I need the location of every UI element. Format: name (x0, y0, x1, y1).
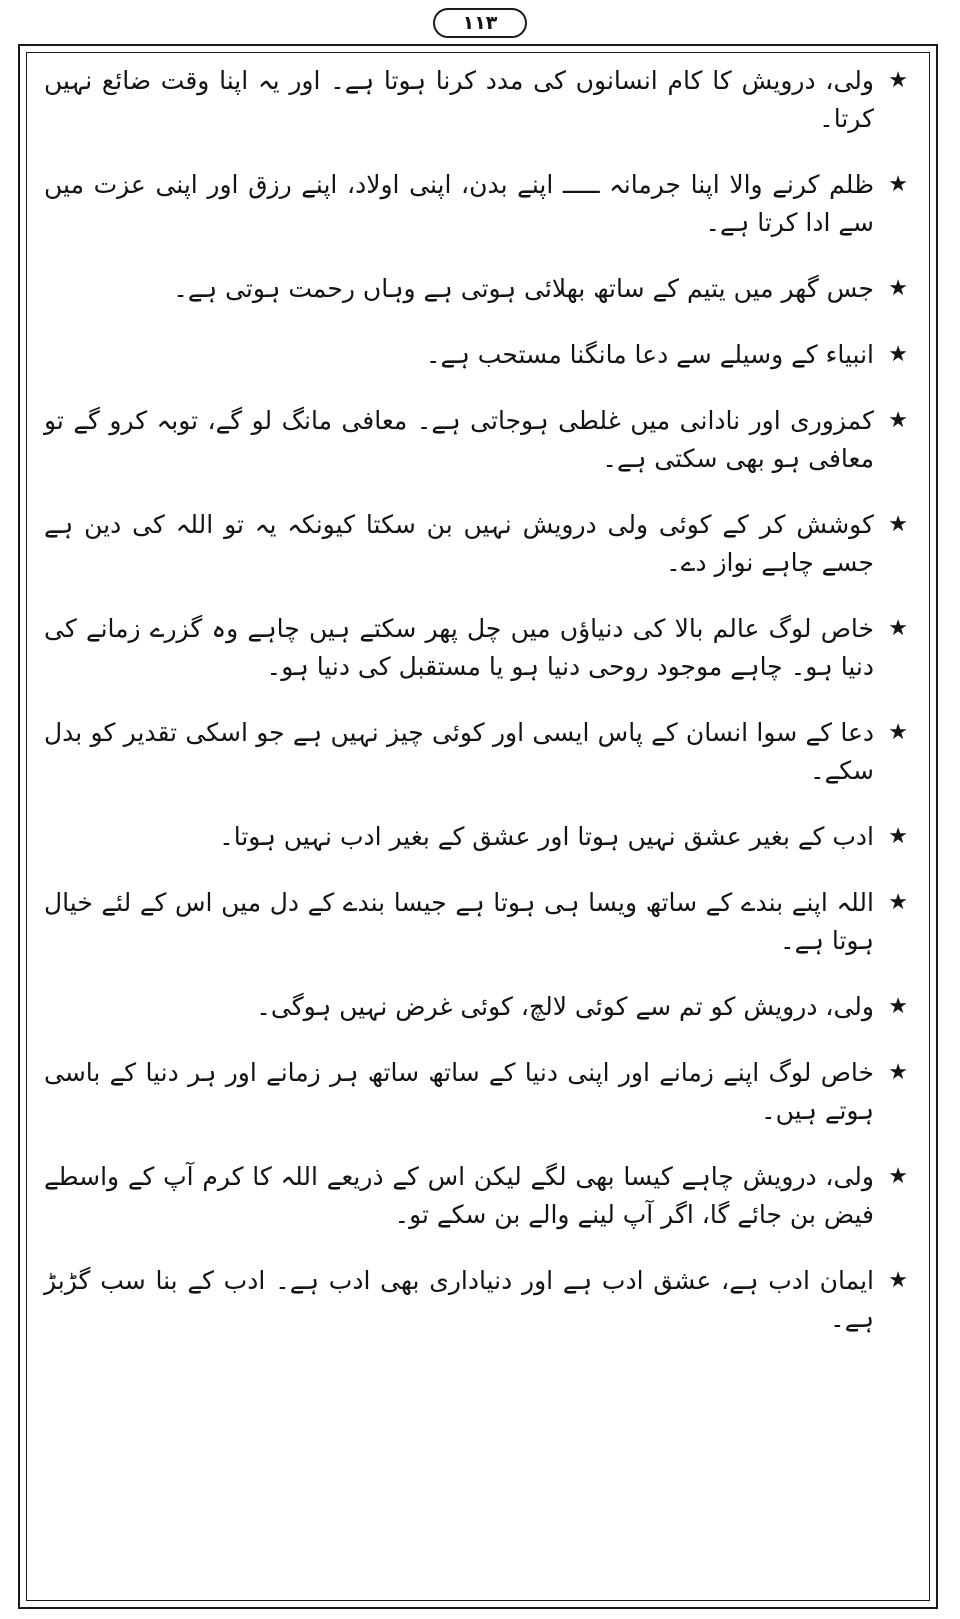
page-number-area (0, 8, 960, 44)
star-bullet-icon: ★ (888, 1060, 908, 1085)
star-bullet-icon: ★ (888, 342, 908, 367)
saying-text: کوشش کر کے کوئی ولی درویش نہیں بن سکتا کیونکہ یہ تو اللہ کی دین ہے جسے چاہے نواز دے۔ (44, 510, 874, 577)
saying-3 (44, 270, 908, 308)
saying-9 (44, 818, 908, 856)
saying-text: کمزوری اور نادانی میں غلطی ہوجاتی ہے۔ معافی مانگ لو گے، توبہ کرو گے تو معافی ہو بھی سکتی ہے۔ (44, 406, 874, 473)
saying-10 (44, 884, 908, 960)
saying-text: جس گھر میں یتیم کے ساتھ بھلائی ہوتی ہے وہاں رحمت ہوتی ہے۔ (173, 274, 874, 303)
star-bullet-icon: ★ (888, 890, 908, 915)
saying-text: اللہ اپنے بندے کے ساتھ ویسا ہی ہوتا ہے جیسا بندے کے دل میں اس کے لئے خیال ہوتا ہے۔ (44, 888, 874, 955)
star-bullet-icon: ★ (888, 824, 908, 849)
star-bullet-icon: ★ (888, 720, 908, 745)
saying-text: ایمان ادب ہے، عشق ادب ہے اور دنیاداری بھی ادب ہے۔ ادب کے بنا سب گڑبڑ ہے۔ (44, 1266, 874, 1333)
sayings-list (44, 62, 908, 1338)
saying-5 (44, 402, 908, 478)
saying-text: ولی، درویش چاہے کیسا بھی لگے لیکن اس کے ذریعے اللہ کا کرم آپ کے واسطے فیض بن جائے گا، اگر آپ لینے والے بن سکے تو۔ (44, 1162, 874, 1229)
saying-text: ولی، درویش کو تم سے کوئی لالچ، کوئی غرض نہیں ہوگی۔ (256, 992, 874, 1021)
star-bullet-icon: ★ (888, 1164, 908, 1189)
saying-text: ادب کے بغیر عشق نہیں ہوتا اور عشق کے بغیر ادب نہیں ہوتا۔ (219, 822, 874, 851)
saying-text: دعا کے سوا انسان کے پاس ایسی اور کوئی چیز نہیں ہے جو اسکی تقدیر کو بدل سکے۔ (44, 718, 874, 785)
star-bullet-icon: ★ (888, 172, 908, 197)
saying-4 (44, 336, 908, 374)
page-border (18, 44, 938, 1609)
saying-text: ولی، درویش کا کام انسانوں کی مدد کرنا ہوتا ہے۔ اور یہ اپنا وقت ضائع نہیں کرتا۔ (44, 66, 874, 133)
star-bullet-icon: ★ (888, 994, 908, 1019)
saying-1 (44, 62, 908, 138)
saying-14 (44, 1262, 908, 1338)
saying-2 (44, 166, 908, 242)
star-bullet-icon: ★ (888, 512, 908, 537)
star-bullet-icon: ★ (888, 276, 908, 301)
saying-11 (44, 988, 908, 1026)
saying-text: ظلم کرنے والا اپنا جرمانہ ـــــ اپنے بدن، اپنی اولاد، اپنے رزق اور اپنی عزت میں سے ادا کرتا ہے۔ (44, 170, 874, 237)
star-bullet-icon: ★ (888, 616, 908, 641)
saying-text: انبیاء کے وسیلے سے دعا مانگنا مستحب ہے۔ (425, 340, 874, 369)
star-bullet-icon: ★ (888, 408, 908, 433)
saying-6 (44, 506, 908, 582)
saying-13 (44, 1158, 908, 1234)
saying-7 (44, 610, 908, 686)
saying-text: خاص لوگ اپنے زمانے اور اپنی دنیا کے ساتھ ساتھ ہر زمانے اور ہر دنیا کے باسی ہوتے ہیں۔ (44, 1058, 874, 1125)
saying-8 (44, 714, 908, 790)
star-bullet-icon: ★ (888, 1268, 908, 1293)
page-number: ۱۱۳ (433, 8, 527, 38)
saying-text: خاص لوگ عالم بالا کی دنیاؤں میں چل پھر سکتے ہیں چاہے وہ گزرے زمانے کی دنیا ہو۔ چاہے موجود روحی دنیا ہو یا مستقبل کی دنیا ہو۔ (44, 614, 874, 681)
saying-12 (44, 1054, 908, 1130)
star-bullet-icon: ★ (888, 68, 908, 93)
